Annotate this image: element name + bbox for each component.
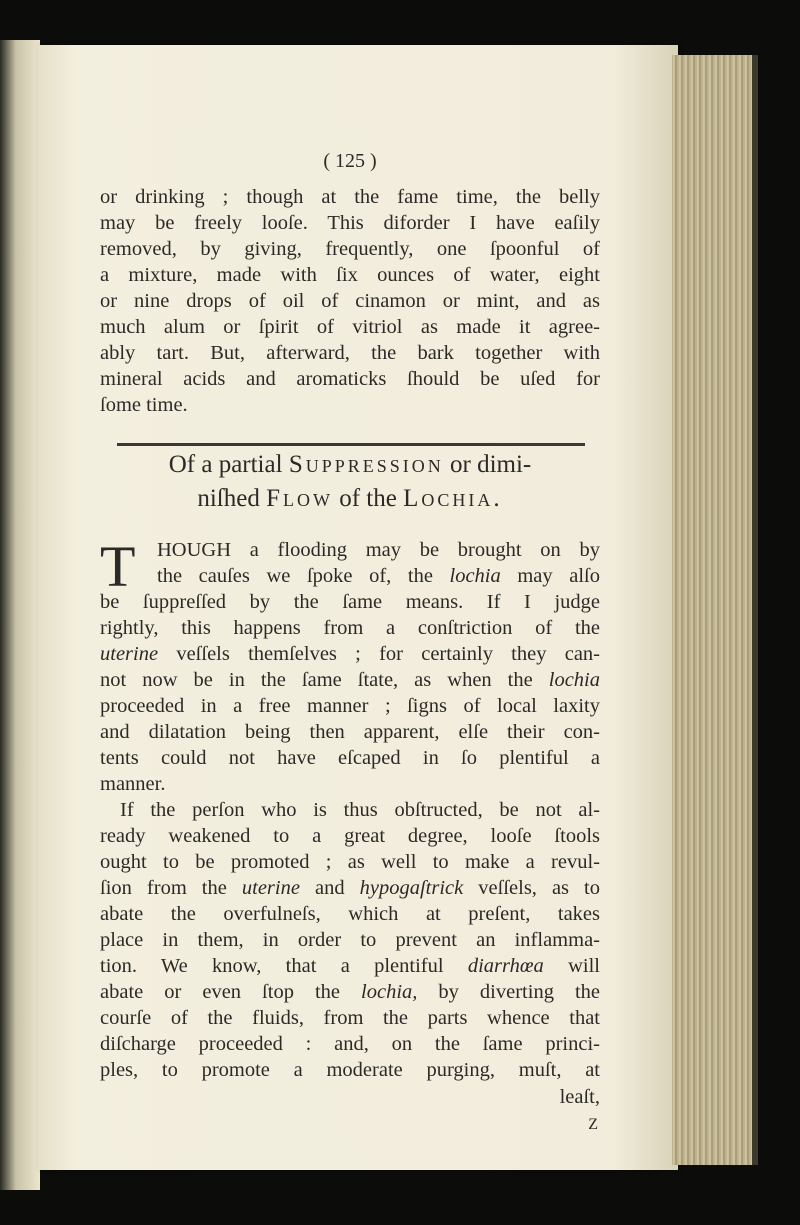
text-line: tion. We know, that a plentiful diarrhœa will [100, 955, 601, 977]
text-line: rightly, this happens from a conſtriction of the [100, 617, 600, 639]
text-line: abate the overfulneſs, which at preſent, takes [100, 903, 600, 925]
text-line: a mixture, made with ſix ounces of water, eight [100, 264, 600, 286]
text-line: If the perſon who is thus obſtructed, be not al- [120, 799, 600, 821]
text-line: may be freely looſe. This diforder I have eaſily [100, 212, 600, 234]
heading-text: of the [339, 485, 397, 512]
heading-text: Of a partial [168, 451, 283, 478]
text-line: or nine drops of oil of cinamon or mint, and as [100, 290, 600, 312]
text-line: be ſuppreſſed by the ſame means. If I judge [100, 591, 600, 613]
text-line: not now be in the ſame ſtate, as when the lochia [100, 669, 600, 691]
left-page-edge [0, 40, 40, 1190]
page-edges [672, 55, 758, 1165]
text-line: and dilatation being then apparent, elſe their con- [100, 721, 600, 743]
text-line: ſome time. [100, 394, 188, 416]
section-heading [100, 486, 600, 511]
heading-smallcaps: Suppression [288, 451, 444, 478]
page-number: ( 125 ) [323, 150, 377, 172]
signature-mark: Z [588, 1116, 598, 1133]
catchword: leaſt, [559, 1086, 600, 1108]
text-line: courſe of the fluids, from the parts whence that [100, 1007, 600, 1029]
text-line: uterine veſſels themſelves ; for certainly they can- [100, 643, 600, 665]
section-rule [117, 443, 585, 446]
heading-smallcaps: Lochia. [403, 485, 503, 512]
heading-text: niſhed [197, 485, 260, 512]
text-line: manner. [100, 773, 166, 795]
drop-cap: T [100, 534, 136, 599]
text-line: ought to be promoted ; as well to make a revul- [100, 851, 600, 873]
heading-smallcaps: Flow [266, 485, 333, 512]
section-heading [100, 452, 600, 477]
text-line: removed, by giving, frequently, one ſpoonful of [100, 238, 600, 260]
text-line: or drinking ; though at the fame time, the belly [100, 186, 600, 208]
text-line: ably tart. But, afterward, the bark together with [100, 342, 600, 364]
text-line: place in them, in order to prevent an inflamma- [100, 929, 600, 951]
text-line: ſion from the uterine and hypogaſtrick veſſels, as to [100, 877, 600, 899]
text-line: proceeded in a free manner ; ſigns of local laxity [100, 695, 600, 717]
text-line: mineral acids and aromaticks ſhould be uſed for [100, 368, 600, 390]
text-line: much alum or ſpirit of vitriol as made it agree- [100, 316, 600, 338]
text-line: HOUGH a flooding may be brought on by [157, 539, 600, 561]
text-line: diſcharge proceeded : and, on the ſame princi- [100, 1033, 600, 1055]
heading-text: or dimi- [450, 451, 532, 478]
text-line: tents could not have eſcaped in ſo plentiful a [100, 747, 600, 769]
text-line: ready weakened to a great degree, looſe ſtools [100, 825, 600, 847]
text-line: abate or even ſtop the lochia, by diverting the [100, 981, 601, 1003]
text-line: the cauſes we ſpoke of, the lochia may alſo [157, 565, 600, 587]
text-line: ples, to promote a moderate purging, muſt, at [100, 1059, 600, 1081]
